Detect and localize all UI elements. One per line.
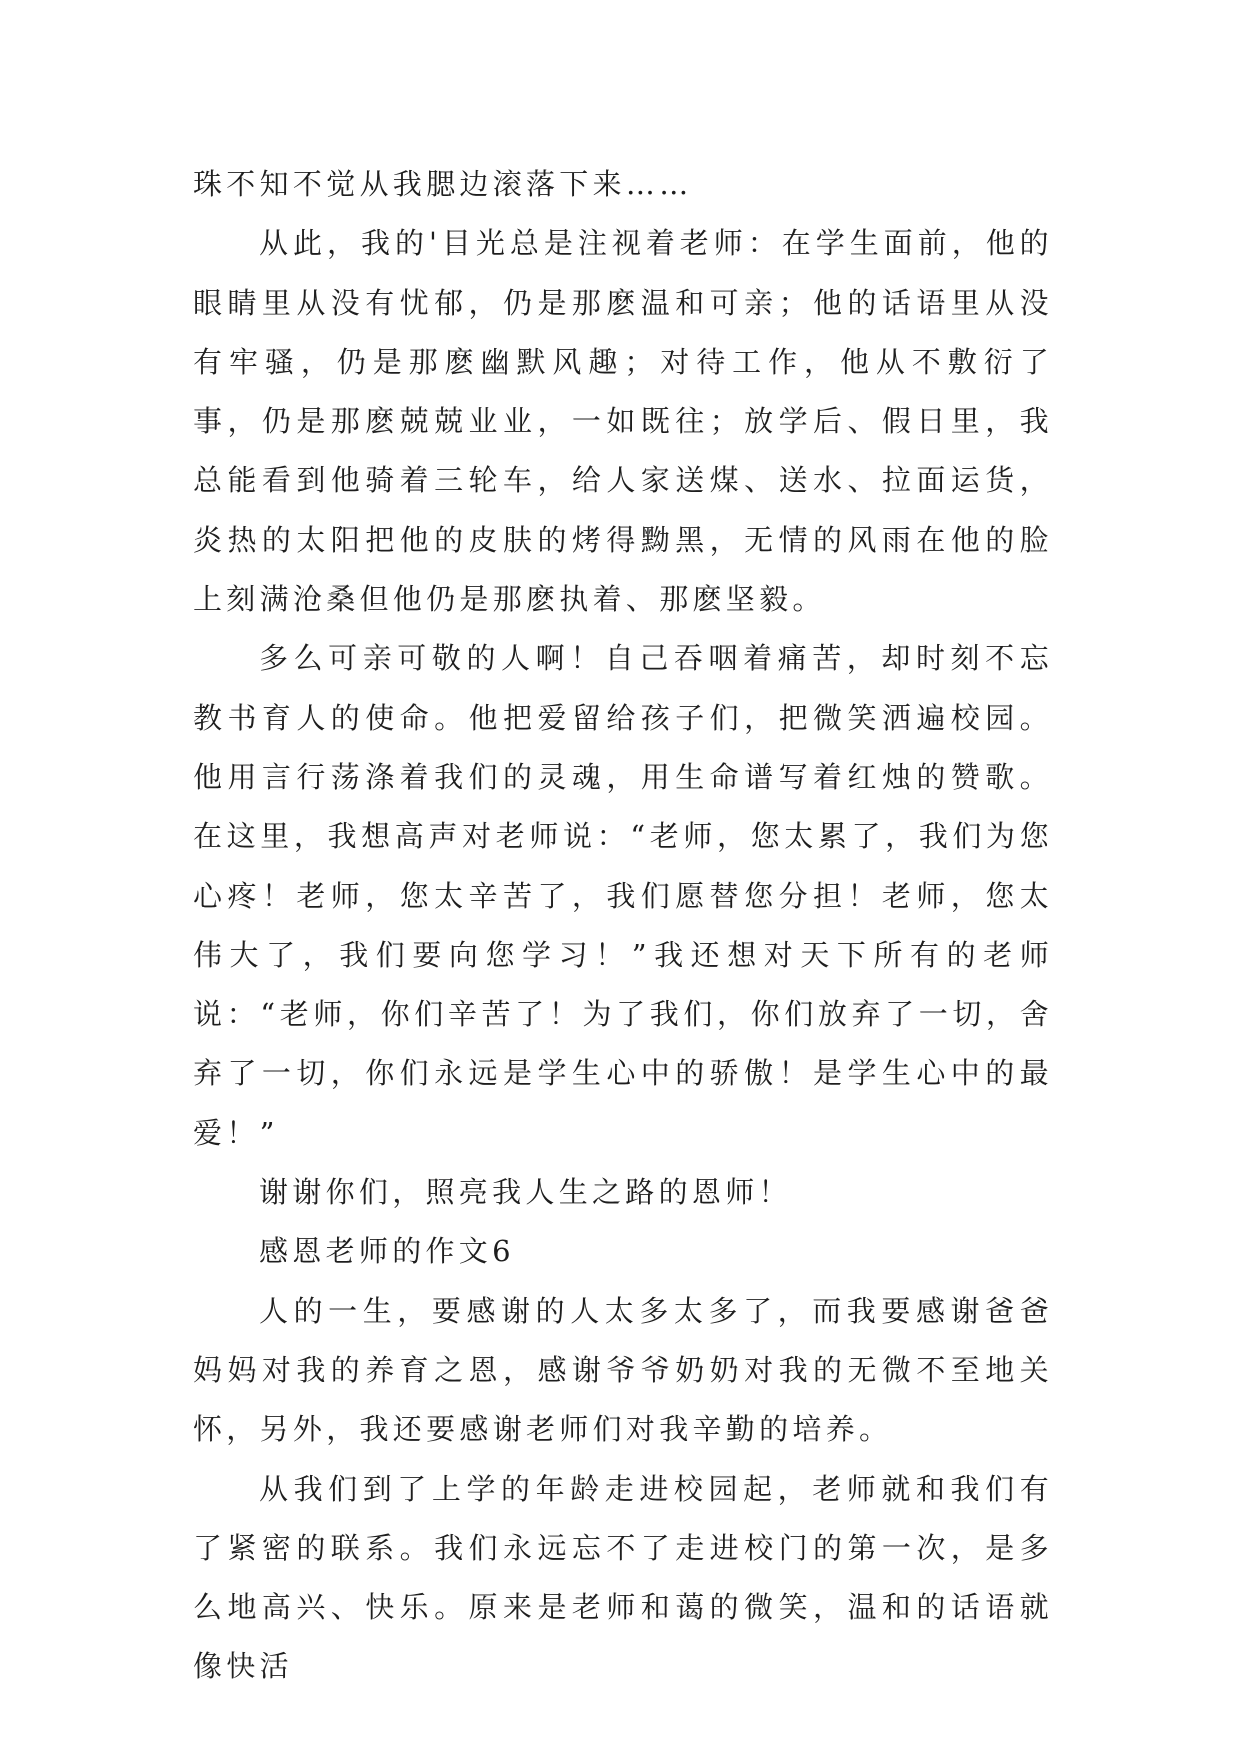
paragraph-thanks: 谢谢你们，照亮我人生之路的恩师！	[259, 1175, 792, 1210]
document-body	[193, 155, 1053, 1697]
paragraph-gratitude: 人的一生，要感谢的人太多太多了，而我要感谢爸爸妈妈对我的养育之恩，感谢爷爷奶奶对我的无微不至地关怀，另外，我还要感谢老师们对我辛勤的培养。	[193, 1293, 1053, 1447]
essay-heading: 感恩老师的作文6	[259, 1234, 515, 1269]
paragraph-school-start: 从我们到了上学的年龄走进校园起，老师就和我们有了紧密的联系。我们永远忘不了走进校门的第一次，是多么地高兴、快乐。原来是老师和蔼的微笑，温和的话语就像快活	[193, 1471, 1053, 1684]
paragraph-continuation: 珠不知不觉从我腮边滚落下来……	[193, 167, 693, 201]
paragraph-respect: 多么可亲可敬的人啊！自己吞咽着痛苦，却时刻不忘教书育人的使命。他把爱留给孩子们，把微笑洒遍校园。他用言行荡涤着我们的灵魂，用生命谱写着红烛的赞歌。在这里，我想高声对老师说：“老师，您太累了，我们为您心疼！老师，您太辛苦了，我们愿替您分担！老师，您太伟大了，我们要向您学习！”我还想对天下所有的老师说：“老师，你们辛苦了！为了我们，你们放弃了一切，舍弃了一切，你们永远是学生心中的骄傲！是学生心中的最爱！”	[193, 641, 1053, 1150]
paragraph-teacher-gaze: 从此，我的'目光总是注视着老师：在学生面前，他的眼睛里从没有忧郁，仍是那麽温和可亲；他的话语里从没有牢骚，仍是那麽幽默风趣；对待工作，他从不敷衍了事，仍是那麽兢兢业业，一如既往；放学后、假日里，我总能看到他骑着三轮车，给人家送煤、送水、拉面运货，炎热的太阳把他的皮肤的烤得黝黑，无情的风雨在他的脸上刻满沧桑但他仍是那麽执着、那麽坚毅。	[193, 226, 1053, 617]
